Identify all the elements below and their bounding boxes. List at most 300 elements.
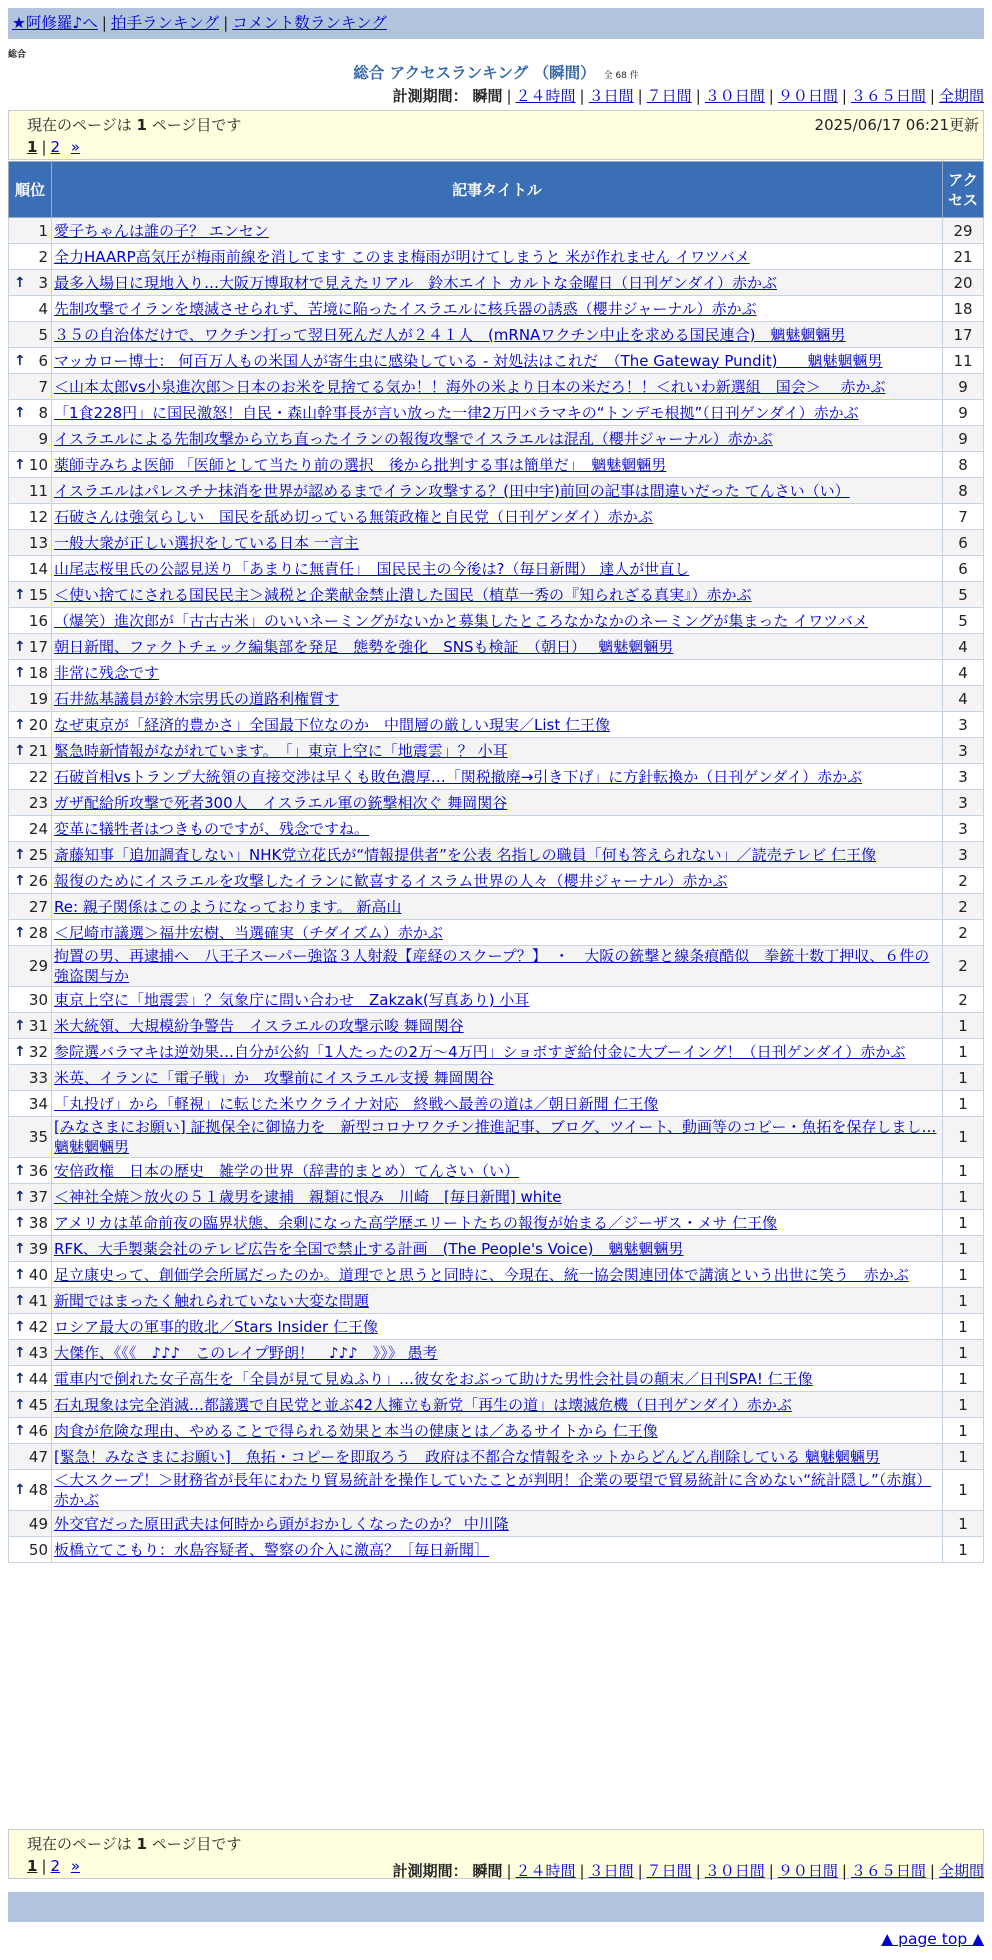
rank-number: 16 [28, 611, 48, 630]
header-rank: 順位 [9, 162, 52, 218]
access-count: 1 [943, 1158, 984, 1184]
article-link[interactable]: 石丸現象は完全消滅…都議選で自民党と並ぶ42人擁立も新党「再生の道」は壊滅危機（日刊ゲンダイ）赤かぶ [54, 1395, 792, 1414]
period-option-30d[interactable]: ３０日間 [704, 1862, 765, 1880]
title-cell [52, 634, 943, 660]
article-link[interactable]: 緊急時新情報がながれています。 「」東京上空に「地震雲」？ 小耳 [54, 741, 508, 760]
title-cell [52, 478, 943, 504]
title-cell [52, 1340, 943, 1366]
table-row [9, 296, 984, 322]
rank-cell [9, 686, 52, 712]
title-cell [52, 1444, 943, 1470]
rank-number: 38 [28, 1213, 48, 1232]
article-link[interactable]: アメリカは革命前夜の臨界状態、余剰になった高学歴エリートたちの報復が始まる／ジーザス・メサ 仁王像 [54, 1213, 778, 1232]
nav-separator: | [223, 14, 229, 32]
rank-number: 23 [28, 793, 48, 812]
table-row [9, 1392, 984, 1418]
pager-page-2[interactable]: 2 [50, 1857, 61, 1875]
article-link[interactable]: ガザ配給所攻撃で死者300人 イスラエル軍の銃撃相次ぐ 舞岡関谷 [54, 793, 508, 812]
article-link[interactable]: 先制攻撃でイランを壊滅させられず、苦境に陥ったイスラエルに核兵器の誘惑（櫻井ジャーナル）赤かぶ [54, 299, 757, 318]
table-row [9, 1065, 984, 1091]
rank-cell [9, 556, 52, 582]
page-info-box-top [8, 110, 984, 160]
title-cell [52, 868, 943, 894]
rank-cell [9, 1158, 52, 1184]
up-arrow-icon: ↑ [14, 1188, 26, 1205]
period-option-all[interactable]: 全期間 [938, 1862, 984, 1880]
rank-cell [9, 296, 52, 322]
article-link[interactable]: 安倍政権 日本の歴史 雑学の世界（辞書的まとめ）てんさい（い） [54, 1161, 520, 1180]
pager [27, 136, 80, 158]
rank-number: 22 [28, 767, 48, 786]
table-row [9, 530, 984, 556]
access-count: 4 [943, 686, 984, 712]
rank-number: 32 [28, 1042, 48, 1061]
access-count: 1 [943, 1366, 984, 1392]
table-row [9, 1091, 984, 1117]
table-row [9, 1288, 984, 1314]
rank-number: 11 [28, 481, 48, 500]
rank-cell [9, 1210, 52, 1236]
period-selector-top: 計測期間： 瞬間 | ２４時間 | ３日間 | ７日間 | ３０日間 | ９０日間 | ３６５日間 | 全期間 [392, 87, 984, 105]
rank-number: 46 [28, 1421, 48, 1440]
article-link[interactable]: ＜尼崎市議選＞福井宏樹、当選確実（チダイズム）赤かぶ [54, 923, 443, 942]
rank-cell [9, 1470, 52, 1511]
title-cell [52, 920, 943, 946]
article-link[interactable]: [緊急！みなさまにお願い] 魚拓・コピーを即取ろう 政府は不都合な情報をネットからどんどん削除している 魑魅魍魎男 [54, 1447, 880, 1466]
period-option-365d[interactable]: ３６５日間 [850, 87, 926, 105]
title-cell [52, 1511, 943, 1537]
rank-number: 40 [28, 1265, 48, 1284]
page-info-current: 1 [136, 1835, 147, 1853]
header-access: アクセス [943, 162, 984, 218]
article-link[interactable]: 石破さんは強気らしい 国民を舐め切っている無策政権と自民党（日刊ゲンダイ）赤かぶ [54, 507, 653, 526]
access-count: 1 [943, 1314, 984, 1340]
period-option-all[interactable]: 全期間 [938, 87, 984, 105]
rank-cell [9, 1366, 52, 1392]
article-link[interactable]: ＜神社全焼＞放火の５１歳男を逮捕 親類に恨み 川崎 [毎日新聞] white [54, 1187, 562, 1206]
rank-number: 43 [28, 1343, 48, 1362]
access-count: 1 [943, 1511, 984, 1537]
period-option-3d[interactable]: ３日間 [588, 1862, 634, 1880]
access-count: 5 [943, 608, 984, 634]
table-row [9, 946, 984, 987]
up-arrow-icon: ↑ [14, 1292, 26, 1309]
up-arrow-icon: ↑ [14, 638, 26, 655]
table-row [9, 582, 984, 608]
up-arrow-icon: ↑ [14, 1482, 26, 1498]
up-arrow-icon: ↑ [14, 1266, 26, 1283]
access-count: 1 [943, 1091, 984, 1117]
title-cell [52, 556, 943, 582]
article-link[interactable]: 拘置の男、再逮捕へ 八王子スーパー強盗３人射殺【産経のスクープ？】 ・ 大阪の銃撃と線条痕酷似 拳銃十数丁押収、６件の強盗関与か [54, 947, 930, 985]
title-cell [52, 348, 943, 374]
title-cell [52, 1470, 943, 1511]
article-link[interactable]: ロシア最大の軍事的敗北／Stars Insider 仁王像 [54, 1317, 378, 1336]
table-row [9, 1262, 984, 1288]
page-title-text: 総合 アクセスランキング （瞬間） [353, 64, 596, 82]
rank-cell [9, 452, 52, 478]
up-arrow-icon: ↑ [14, 1043, 26, 1060]
title-cell [52, 374, 943, 400]
table-row [9, 218, 984, 244]
up-arrow-icon: ↑ [14, 404, 26, 421]
title-cell [52, 1418, 943, 1444]
pager-current: 1 [27, 1857, 38, 1875]
period-option-24h[interactable]: ２４時間 [515, 87, 576, 105]
rank-cell [9, 244, 52, 270]
table-row [9, 322, 984, 348]
rank-cell [9, 764, 52, 790]
article-link[interactable]: イスラエルはパレスチナ抹消を世界が認めるまでイラン攻撃する？(田中宇)前回の記事は間違いだった てんさい（い） [54, 481, 850, 500]
title-cell [52, 426, 943, 452]
article-link[interactable]: 「丸投げ」から「軽視」に転じた米ウクライナ対応 終戦へ最善の道は／朝日新聞 仁王像 [54, 1094, 659, 1113]
article-link[interactable]: ＜使い捨てにされる国民民主＞減税と企業献金禁止潰した国民（植草一秀の『知られざる真実』）赤かぶ [54, 585, 752, 604]
rank-number: 7 [38, 377, 48, 396]
rank-cell [9, 1262, 52, 1288]
article-link[interactable]: マッカロー博士： 何百万人もの米国人が寄生虫に感染している - 対処法はこれだ （The Gateway Pundit) 魑魅魍魎男 [54, 351, 883, 370]
period-option-365d[interactable]: ３６５日間 [850, 1862, 926, 1880]
rank-cell [9, 946, 52, 987]
up-arrow-icon: ↑ [14, 872, 26, 889]
access-count: 9 [943, 400, 984, 426]
period-label: 計測期間： [392, 1862, 468, 1880]
title-cell [52, 1366, 943, 1392]
rank-number: 37 [28, 1187, 48, 1206]
rank-cell [9, 478, 52, 504]
rank-cell [9, 1314, 52, 1340]
period-option-90d[interactable]: ９０日間 [777, 87, 838, 105]
access-count: 1 [943, 1262, 984, 1288]
title-cell [52, 244, 943, 270]
period-option-30d[interactable]: ３０日間 [704, 87, 765, 105]
header-title: 記事タイトル [52, 162, 943, 218]
access-count: 1 [943, 1340, 984, 1366]
table-row [9, 1184, 984, 1210]
access-count: 3 [943, 712, 984, 738]
page-info-suffix: ページ目です [151, 1835, 242, 1853]
article-link[interactable]: 「1食228円」に国民激怒！自民・森山幹事長が言い放った一律2万円バラマキの“トンデモ根拠”（日刊ゲンダイ）赤かぶ [54, 403, 859, 422]
period-option-3d[interactable]: ３日間 [588, 87, 634, 105]
rank-cell [9, 1013, 52, 1039]
access-count: 1 [943, 1470, 984, 1511]
access-count: 8 [943, 452, 984, 478]
rank-number: 27 [28, 897, 48, 916]
article-link[interactable]: 新聞ではまったく触れられていない大変な問題 [54, 1291, 370, 1310]
title-cell [52, 946, 943, 987]
article-link[interactable]: 最多入場日に現地入り…大阪万博取材で見えたリアル 鈴木エイト カルトな金曜日（日刊ゲンダイ）赤かぶ [54, 273, 777, 292]
article-link[interactable]: 薬師寺みちよ医師 「医師として当たり前の選択 後から批判する事は簡単だ」 魑魅魍魎男 [54, 455, 667, 474]
table-row [9, 426, 984, 452]
title-cell [52, 400, 943, 426]
access-count: 2 [943, 920, 984, 946]
rank-number: 5 [38, 325, 48, 344]
article-link[interactable]: RFK、大手製薬会社のテレビ広告を全国で禁止する計画 (The People's Voice) 魑魅魍魎男 [54, 1239, 684, 1258]
table-row [9, 920, 984, 946]
article-link[interactable]: 足立康史って、創価学会所属だったのか。道理でと思うと同時に、今現在、統一協会関連団体で講演という出世に笑う 赤かぶ [54, 1265, 909, 1284]
access-count: 2 [943, 894, 984, 920]
access-count: 1 [943, 1418, 984, 1444]
updated-time: 2025/06/17 06:21更新 [814, 116, 979, 134]
rank-cell [9, 1392, 52, 1418]
article-link[interactable]: （爆笑）進次郎が「古古古米」のいいネーミングがないかと募集したところなかなかのネーミングが集まった イワツバメ [54, 611, 868, 630]
rank-number: 33 [28, 1068, 48, 1087]
period-current: 瞬間 [472, 1862, 503, 1880]
rank-cell [9, 348, 52, 374]
page-top-link[interactable]: ▲ page top ▲ [881, 1930, 984, 1948]
table-row [9, 556, 984, 582]
rank-cell [9, 1184, 52, 1210]
rank-number: 14 [28, 559, 48, 578]
access-count: 2 [943, 946, 984, 987]
up-arrow-icon: ↑ [14, 456, 26, 473]
title-cell [52, 686, 943, 712]
title-cell [52, 987, 943, 1013]
period-label: 計測期間： [392, 87, 468, 105]
article-link[interactable]: 変革に犠牲者はつきものですが、残念ですね。 [54, 819, 370, 838]
rank-number: 19 [28, 689, 48, 708]
rank-number: 36 [28, 1161, 48, 1180]
rank-number: 4 [38, 299, 48, 318]
up-arrow-icon: ↑ [14, 1370, 26, 1387]
title-cell [52, 816, 943, 842]
article-link[interactable]: ＜山本太郎vs小泉進次郎＞日本のお米を見捨てる気か！！海外の米より日本の米だろ！！＜れいわ新選組 国会＞ 赤かぶ [54, 377, 886, 396]
period-current: 瞬間 [472, 87, 503, 105]
title-cell [52, 582, 943, 608]
period-option-7d[interactable]: ７日間 [646, 1862, 692, 1880]
rank-number: 25 [28, 845, 48, 864]
rank-cell [9, 400, 52, 426]
rank-cell [9, 738, 52, 764]
rank-number: 1 [38, 221, 48, 240]
access-count: 6 [943, 556, 984, 582]
access-count: 1 [943, 1039, 984, 1065]
table-row [9, 1039, 984, 1065]
table-row [9, 1418, 984, 1444]
rank-number: 8 [38, 403, 48, 422]
rank-cell [9, 1091, 52, 1117]
rank-cell [9, 790, 52, 816]
access-count: 1 [943, 1392, 984, 1418]
rank-cell [9, 270, 52, 296]
article-link[interactable]: 報復のためにイスラエルを攻撃したイランに歓喜するイスラム世界の人々（櫻井ジャーナル）赤かぶ [54, 871, 728, 890]
rank-cell [9, 1065, 52, 1091]
rank-cell [9, 322, 52, 348]
rank-cell [9, 920, 52, 946]
pager-next[interactable]: » [70, 1857, 81, 1875]
rank-cell [9, 1444, 52, 1470]
table-row [9, 868, 984, 894]
rank-cell [9, 842, 52, 868]
title-cell [52, 1537, 943, 1563]
table-row [9, 816, 984, 842]
title-cell [52, 1314, 943, 1340]
article-link[interactable]: 斎藤知事「追加調査しない」NHK党立花氏が“情報提供者”を公表 名指しの職員「何も答えられない」／読売テレビ 仁王像 [54, 845, 877, 864]
article-link[interactable]: 石井紘基議員が鈴木宗男氏の道路利権質す [54, 689, 340, 708]
access-count: 3 [943, 816, 984, 842]
access-count: 4 [943, 660, 984, 686]
title-cell [52, 1013, 943, 1039]
table-row [9, 608, 984, 634]
rank-cell [9, 608, 52, 634]
title-cell [52, 660, 943, 686]
table-row [9, 1444, 984, 1470]
period-selector-bottom: 計測期間： 瞬間 | ２４時間 | ３日間 | ７日間 | ３０日間 | ９０日間 | ３６５日間 | 全期間 [392, 1862, 984, 1880]
up-arrow-icon: ↑ [14, 1318, 26, 1335]
nav-link-applause-ranking[interactable]: 拍手ランキング [111, 14, 220, 32]
page-info [27, 114, 241, 136]
up-arrow-icon: ↑ [14, 846, 26, 863]
article-link[interactable]: 板橋立てこもり：水島容疑者、警察の介入に激高？［毎日新聞］ [54, 1540, 490, 1559]
up-arrow-icon: ↑ [14, 1240, 26, 1257]
pager-next[interactable]: » [70, 138, 81, 156]
access-count: 17 [943, 322, 984, 348]
table-row [9, 1158, 984, 1184]
article-link[interactable]: 非常に残念です [54, 663, 160, 682]
access-count: 8 [943, 478, 984, 504]
article-link[interactable]: なぜ東京が「経済的豊かさ」全国最下位なのか 中間層の厳しい現実／List 仁王像 [54, 715, 610, 734]
up-arrow-icon: ↑ [14, 742, 26, 759]
table-row [9, 400, 984, 426]
article-link[interactable]: 大傑作、《《《 ♪♪♪ このレイプ野朗！ ♪♪♪ 》》》 愚考 [54, 1343, 438, 1362]
period-option-90d[interactable]: ９０日間 [777, 1862, 838, 1880]
nav-link-comment-ranking[interactable]: コメント数ランキング [232, 14, 387, 32]
table-row [9, 738, 984, 764]
up-arrow-icon: ↑ [14, 274, 26, 291]
article-link[interactable]: 外交官だった原田武夫は何時から頭がおかしくなったのか？ 中川隆 [54, 1514, 509, 1533]
rank-cell [9, 504, 52, 530]
nav-link-asyura[interactable]: ★阿修羅♪へ [12, 14, 98, 32]
table-row [9, 1511, 984, 1537]
rank-number: 35 [28, 1128, 48, 1146]
rank-cell [9, 1039, 52, 1065]
rank-number: 18 [28, 663, 48, 682]
rank-number: 49 [28, 1514, 48, 1533]
article-link[interactable]: 石破首相vsトランプ大統領の直接交渉は早くも敗色濃厚…「関税撤廃→引き下げ」に方針転換か（日刊ゲンダイ）赤かぶ [54, 767, 863, 786]
access-count: 1 [943, 1236, 984, 1262]
rank-number: 12 [28, 507, 48, 526]
table-row [9, 764, 984, 790]
table-row [9, 712, 984, 738]
title-cell [52, 530, 943, 556]
up-arrow-icon: ↑ [14, 664, 26, 681]
rank-cell [9, 1117, 52, 1158]
article-link[interactable]: イスラエルによる先制攻撃から立ち直ったイランの報復攻撃でイスラエルは混乱（櫻井ジャーナル）赤かぶ [54, 429, 773, 448]
article-link[interactable]: ３５の自治体だけで、ワクチン打って翌日死んだ人が２４１人 (mRNAワクチン中止を求める国民連合) 魑魅魍魎男 [54, 325, 846, 344]
rank-number: 30 [28, 990, 48, 1009]
title-cell [52, 1158, 943, 1184]
pager-separator: | [41, 138, 47, 156]
access-count: 3 [943, 738, 984, 764]
table-row [9, 374, 984, 400]
ranking-table [8, 161, 984, 1563]
table-row [9, 452, 984, 478]
title-cell [52, 1117, 943, 1158]
rank-cell [9, 530, 52, 556]
rank-number: 6 [38, 351, 48, 370]
pager [27, 1855, 80, 1877]
page-title [0, 62, 992, 87]
access-count: 29 [943, 218, 984, 244]
rank-cell [9, 1340, 52, 1366]
access-count: 20 [943, 270, 984, 296]
rank-cell [9, 1288, 52, 1314]
title-cell [52, 1039, 943, 1065]
table-row [9, 1210, 984, 1236]
table-row [9, 842, 984, 868]
table-row [9, 348, 984, 374]
title-cell [52, 842, 943, 868]
access-count: 18 [943, 296, 984, 322]
article-link[interactable]: [みなさまにお願い] 証拠保全に御協力を 新型コロナワクチン推進記事、ブログ、ツイート、動画等のコピー・魚拓を保存しまし… 魑魅魍魎男 [54, 1118, 937, 1156]
access-count: 2 [943, 987, 984, 1013]
up-arrow-icon: ↑ [14, 1162, 26, 1179]
article-link[interactable]: 山尾志桜里氏の公認見送り「あまりに無責任」 国民民主の今後は?（毎日新聞） 達人が世直し [54, 559, 690, 578]
title-cell [52, 270, 943, 296]
title-cell [52, 1184, 943, 1210]
access-count: 1 [943, 1210, 984, 1236]
article-link[interactable]: 米大統領、大規模紛争警告 イスラエルの攻撃示唆 舞岡関谷 [54, 1016, 464, 1035]
article-link[interactable]: 愛子ちゃんは誰の子？ エンセン [54, 221, 269, 240]
rank-number: 20 [28, 715, 48, 734]
article-link[interactable]: 一般大衆が正しい選択をしている日本 一言主 [54, 533, 359, 552]
table-row [9, 270, 984, 296]
page-info-prefix: 現在のページは [27, 1835, 132, 1853]
article-link[interactable]: 米英、イランに「電子戦」か 攻撃前にイスラエル支援 舞岡関谷 [54, 1068, 494, 1087]
access-count: 5 [943, 582, 984, 608]
period-option-24h[interactable]: ２４時間 [515, 1862, 576, 1880]
total-count: 全 68 件 [603, 71, 639, 81]
article-link[interactable]: 東京上空に「地震雲」？気象庁に問い合わせ Zakzak(写真あり) 小耳 [54, 990, 530, 1009]
access-count: 6 [943, 530, 984, 556]
title-cell [52, 1262, 943, 1288]
pager-page-2[interactable]: 2 [50, 138, 61, 156]
rank-cell [9, 894, 52, 920]
table-row [9, 1470, 984, 1511]
pager-separator: | [41, 1857, 47, 1875]
title-cell [52, 894, 943, 920]
rank-cell [9, 816, 52, 842]
title-cell [52, 608, 943, 634]
article-link[interactable]: 参院選バラマキは逆効果…自分が公約「1人たったの2万～4万円」ショボすぎ給付金に大ブーイング！（日刊ゲンダイ）赤かぶ [54, 1042, 906, 1061]
rank-number: 45 [28, 1395, 48, 1414]
article-link[interactable]: 朝日新聞、ファクトチェック編集部を発足 態勢を強化 SNSも検証 （朝日） 魑魅魍魎男 [54, 637, 674, 656]
article-link[interactable]: Re: 親子関係はこのようになっております。 新高山 [54, 897, 402, 916]
rank-cell [9, 1236, 52, 1262]
rank-number: 2 [38, 247, 48, 266]
bottom-bar [8, 1892, 984, 1922]
article-link[interactable]: ＜大スクープ！＞財務省が長年にわたり貿易統計を操作していたことが判明！企業の要望で貿易統計に含めない“統計隠し”（赤旗）赤かぶ [54, 1471, 932, 1509]
rank-cell [9, 218, 52, 244]
rank-number: 47 [28, 1447, 48, 1466]
access-count: 1 [943, 1288, 984, 1314]
nav-separator: | [101, 14, 108, 32]
page-info-prefix: 現在のページは [27, 116, 132, 134]
title-cell [52, 790, 943, 816]
title-cell [52, 504, 943, 530]
title-cell [52, 738, 943, 764]
article-link[interactable]: 肉食が危険な理由、やめることで得られる効果と本当の健康とは／あるサイトから 仁王像 [54, 1421, 658, 1440]
rank-cell [9, 634, 52, 660]
access-count: 9 [943, 374, 984, 400]
rank-number: 21 [28, 741, 48, 760]
article-link[interactable]: 電車内で倒れた女子高生を「全員が見て見ぬふり」…彼女をおぶって助けた男性会社員の顛末／日刊SPA! 仁王像 [54, 1369, 813, 1388]
article-link[interactable]: 全力HAARP高気圧が梅雨前線を消してます このまま梅雨が明けてしまうと 米が作れません イワツバメ [54, 247, 750, 266]
rank-number: 44 [28, 1369, 48, 1388]
rank-cell [9, 987, 52, 1013]
access-count: 7 [943, 504, 984, 530]
period-option-7d[interactable]: ７日間 [646, 87, 692, 105]
title-cell [52, 322, 943, 348]
